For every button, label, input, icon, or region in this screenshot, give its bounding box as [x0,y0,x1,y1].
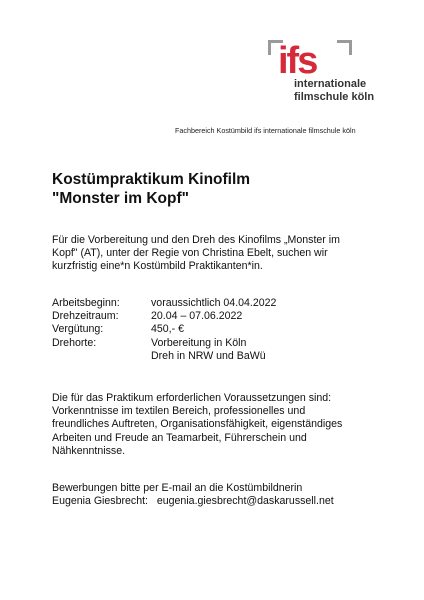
application-line: Bewerbungen bitte per E-mail an die Kostümbildnerin [52,482,303,494]
detail-row [52,350,276,363]
title-line2: "Monster im Kopf" [52,190,189,207]
detail-row [52,337,276,350]
contact-name: Eugenia Giesbrecht: [52,495,148,508]
requirements-paragraph [52,392,372,458]
detail-label: Drehorte: [52,336,97,349]
requirements-line: Nähkenntnisse. [52,444,126,457]
detail-label [52,350,151,363]
detail-row [52,323,276,336]
application-contact [52,495,382,508]
logo-mark: ifs [278,40,317,82]
department-line: Fachbereich Kostümbild ifs internationale filmschule köln [175,126,356,135]
intro-line: Kopf" (AT), unter der Regie von Christina Ebelt, suchen wir [52,247,328,260]
contact-email: eugenia.giesbrecht@daskarussell.net [156,495,334,508]
application-paragraph [52,482,382,508]
detail-label: Arbeitsbeginn: [52,297,120,309]
details-list [52,297,276,363]
intro-line: kurzfristig eine*n Kostümbild Praktikanten*in. [52,260,263,273]
requirements-line: freundliches Auftreten, Organisationsfähigkeit, eigenständiges [52,418,343,431]
detail-value: voraussichtlich 04.04.2022 [151,297,277,309]
intro-line: Für die Vorbereitung und den Dreh des Kinofilms „Monster im [52,234,340,246]
logo-text-line2: filmschule köln [294,91,375,103]
page-title [52,170,250,208]
title-line1: Kostümpraktikum Kinofilm [52,171,251,188]
logo-text-line1: internationale [294,78,367,90]
logo-bracket-top-right [337,40,352,55]
intro-paragraph [52,234,382,274]
ifs-logo [268,40,375,110]
requirements-line: Die für das Praktikum erforderlichen Voraussetzungen sind: [52,392,332,404]
detail-label: Drehzeitraum: [52,310,119,323]
detail-value: Vorbereitung in Köln [151,336,247,349]
detail-value: Dreh in NRW und BaWü [151,349,266,362]
requirements-line: Vorkenntnisse im textilen Bereich, professionelles und [52,405,306,418]
detail-label: Vergütung: [52,323,104,336]
requirements-line: Arbeiten und Freude an Teamarbeit, Führerschein und [52,431,307,444]
detail-value: 20.04 – 07.06.2022 [151,310,243,323]
detail-value: 450,- € [151,323,184,336]
detail-row [52,310,276,323]
detail-row [52,297,276,310]
